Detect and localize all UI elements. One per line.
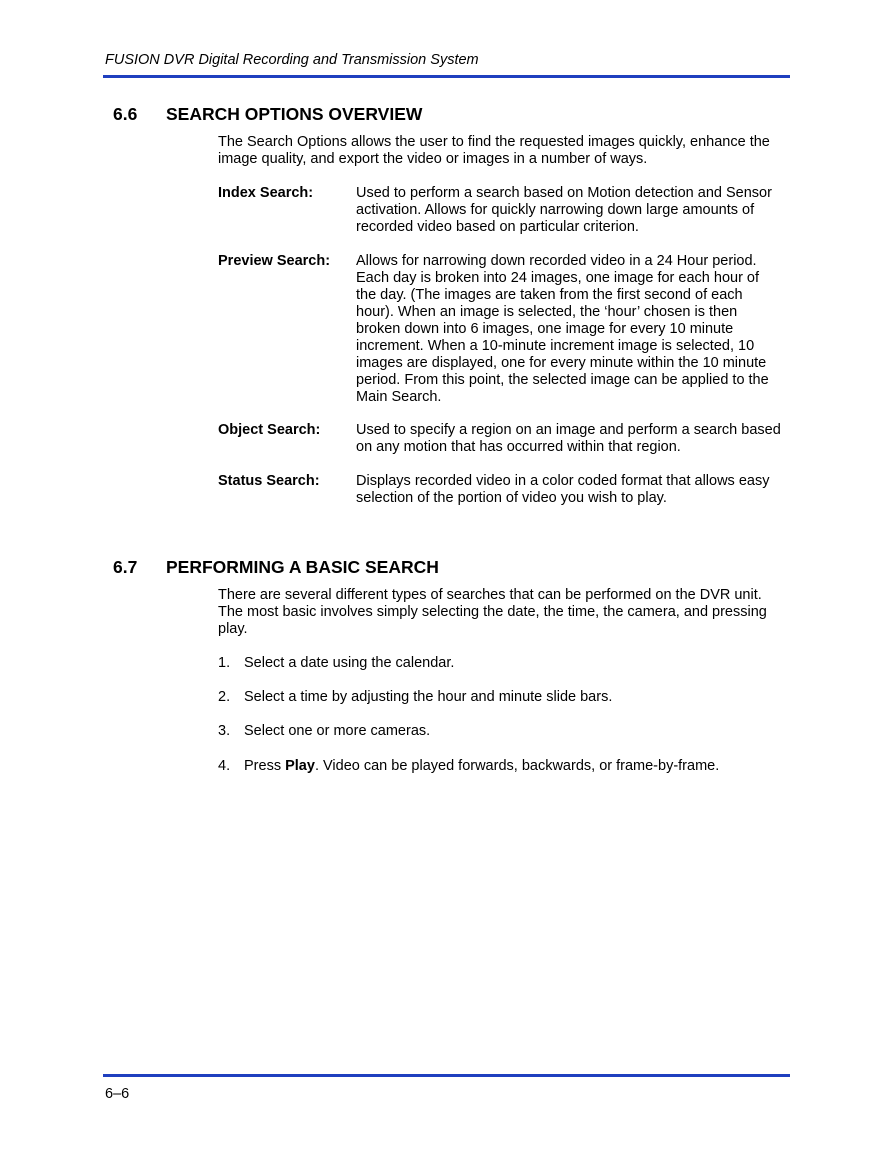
- step-number: 2.: [218, 689, 231, 705]
- header-rule: [103, 75, 790, 78]
- step-number: 3.: [218, 723, 231, 739]
- section-title: PERFORMING A BASIC SEARCH: [166, 557, 439, 577]
- section-number: 6.7: [113, 557, 138, 577]
- section-intro: The Search Options allows the user to find the requested images quickly, enhance the image quality, and export the video or images in a number of ways.: [218, 134, 770, 167]
- page-number: 6–6: [105, 1086, 130, 1102]
- list-item: [218, 655, 454, 672]
- section-heading-6-6: [113, 104, 422, 125]
- step-text-suffix: . Video can be played forwards, backwards, or frame-by-frame.: [314, 758, 720, 774]
- step-text-prefix: Press: [244, 758, 286, 774]
- section-heading-6-7: [113, 557, 439, 578]
- section-number: 6.6: [113, 104, 138, 124]
- section-intro: There are several different types of searches that can be performed on the DVR unit. The most basic involves simply selecting the date, the time, the camera, and pressing play.: [218, 587, 767, 637]
- footer-rule: [103, 1074, 790, 1077]
- play-keyword: Play: [285, 758, 315, 774]
- definition-term-index-search: Index Search:: [218, 185, 314, 201]
- step-number: 4.: [218, 758, 231, 774]
- step-text: Select a time by adjusting the hour and minute slide bars.: [244, 689, 613, 705]
- section-title: SEARCH OPTIONS OVERVIEW: [166, 104, 423, 124]
- list-item: [218, 723, 430, 740]
- list-item: [218, 689, 612, 706]
- step-text: Select a date using the calendar.: [244, 655, 455, 671]
- definition-term-preview-search: Preview Search:: [218, 253, 331, 269]
- definition-desc-status-search: Displays recorded video in a color coded format that allows easy selection of the portion of video you wish to play.: [356, 473, 770, 506]
- definition-desc-object-search: Used to specify a region on an image and perform a search based on any motion that has occurred within that region.: [356, 422, 781, 455]
- list-item: [218, 758, 719, 775]
- document-header-title: FUSION DVR Digital Recording and Transmission System: [105, 52, 479, 68]
- step-number: 1.: [218, 655, 231, 671]
- definition-term-object-search: Object Search:: [218, 422, 321, 438]
- definition-desc-index-search: Used to perform a search based on Motion detection and Sensor activation. Allows for quickly narrowing down large amounts of recorded video based on particular criterion.: [356, 185, 772, 235]
- definition-desc-preview-search: Allows for narrowing down recorded video in a 24 Hour period. Each day is broken into 24 images, one image for each hour of the day. (The images are taken from the first second of each hour). When an image is selected, the ‘hour’ chosen is then broken down into 6 images, one image for every 10 minute increment. When a 10-minute increment image is selected, 10 images are displayed, one for every minute within the 10 minute period. From this point, the selected image can be applied to the Main Search.: [356, 253, 769, 405]
- step-text: Select one or more cameras.: [244, 723, 431, 739]
- definition-term-status-search: Status Search:: [218, 473, 320, 489]
